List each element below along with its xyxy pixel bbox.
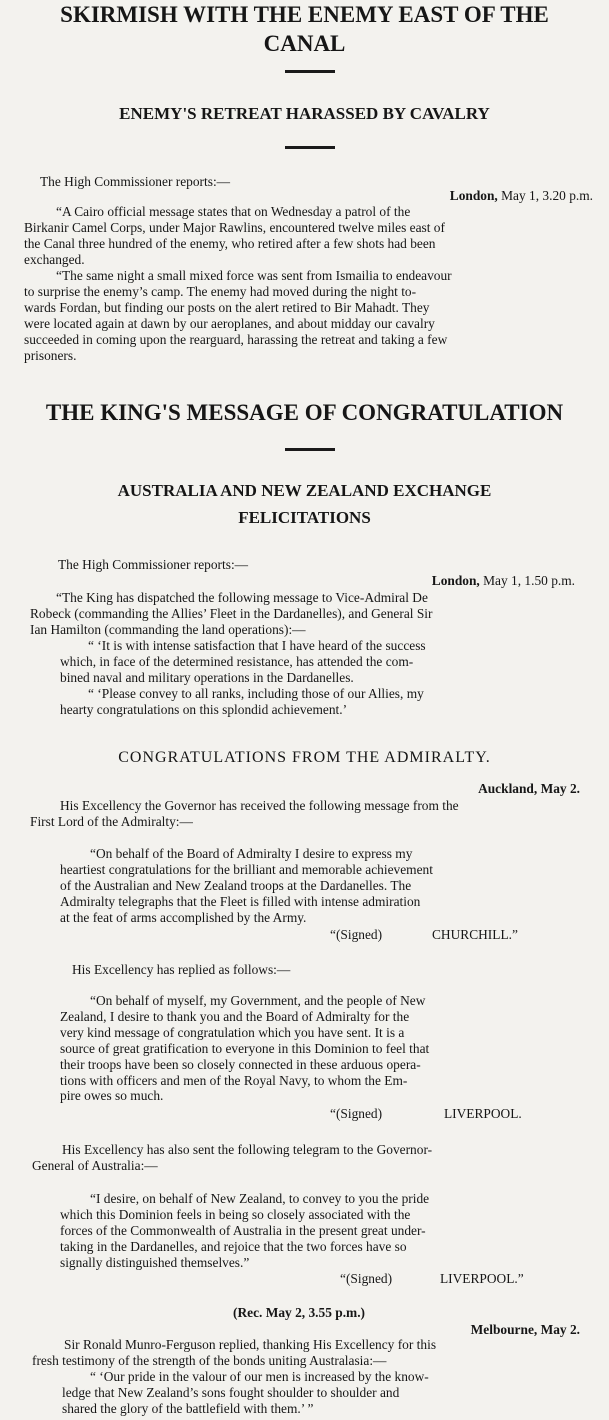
text-line: Ian Hamilton (commanding the land operations):— bbox=[30, 621, 306, 637]
received-timestamp: (Rec. May 2, 3.55 p.m.) bbox=[233, 1305, 366, 1320]
text-line: very kind message of congratulation which you have sent. It is a bbox=[60, 1024, 405, 1040]
reply-intro: His Excellency has replied as follows:— bbox=[72, 962, 291, 977]
text-line: the Canal three hundred of the enemy, who retired after a few shots had been bbox=[24, 235, 436, 251]
divider-rule bbox=[285, 146, 335, 149]
text-line: signally distinguished themselves.” bbox=[60, 1254, 250, 1270]
text-line: their troops have been so closely connected in these arduous opera- bbox=[60, 1056, 421, 1072]
dateline-melbourne: Melbourne, May 2. bbox=[470, 1322, 580, 1337]
dateline-london-2 bbox=[300, 573, 575, 589]
subhead-retreat: ENEMY'S RETREAT HARASSED BY CAVALRY bbox=[119, 104, 490, 123]
text-line: forces of the Commonwealth of Australia in the present great under- bbox=[60, 1222, 426, 1238]
text-line: “The King has dispatched the following message to Vice-Admiral De bbox=[56, 590, 428, 605]
telegram-intro bbox=[32, 1142, 606, 1174]
dateline-auckland: Auckland, May 2. bbox=[478, 781, 580, 796]
heading-admiralty: CONGRATULATIONS FROM THE ADMIRALTY. bbox=[118, 749, 491, 766]
signature-signed: “(Signed) bbox=[330, 927, 383, 942]
text-line: of the Australian and New Zealand troops at the Dardanelles. The bbox=[60, 877, 412, 893]
text-line: fresh testimony of the strength of the bonds uniting Australasia:— bbox=[32, 1352, 387, 1368]
article1-paragraph-2 bbox=[24, 268, 604, 363]
intro-text: The High Commissioner reports:— bbox=[40, 174, 231, 189]
text-line: exchanged. bbox=[24, 251, 85, 267]
text-line: tions with officers and men of the Royal Navy, to whom the Em- bbox=[60, 1072, 408, 1088]
intro-high-commissioner-2 bbox=[58, 557, 578, 573]
text-line: Robeck (commanding the Allies’ Fleet in the Dardanelles), and General Sir bbox=[30, 605, 433, 621]
text-line: “I desire, on behalf of New Zealand, to convey to you the pride bbox=[90, 1191, 430, 1206]
article2-paragraph-3 bbox=[60, 686, 575, 718]
dateline-place: London, bbox=[449, 188, 498, 203]
text-line: Admiralty telegraphs that the Fleet is filled with intense admiration bbox=[60, 893, 421, 909]
text-line: wards Fordan, but finding our posts on the alert retired to Bir Mahadt. They bbox=[24, 299, 430, 315]
text-line: which, in face of the determined resistance, has attended the com- bbox=[60, 653, 414, 669]
text-line: “ ‘It is with intense satisfaction that I have heard of the success bbox=[88, 638, 426, 653]
text-line: His Excellency the Governor has received the following message from the bbox=[60, 798, 459, 813]
text-line: pire owes so much. bbox=[60, 1088, 164, 1104]
admiralty-message bbox=[60, 846, 580, 926]
dateline-london bbox=[300, 188, 593, 204]
text-line: source of great gratification to everyone in this Dominion to feel that bbox=[60, 1040, 430, 1056]
text-line: “ ‘Please convey to all ranks, including those of our Allies, my bbox=[88, 686, 424, 701]
signature-liverpool: LIVERPOOL.” bbox=[440, 1271, 524, 1286]
dateline-time: May 1, 3.20 p.m. bbox=[497, 188, 593, 203]
text-line: prisoners. bbox=[24, 347, 77, 363]
headline-kings-message: THE KING'S MESSAGE OF CONGRATULATION bbox=[45, 400, 564, 425]
text-line: at the feat of arms accomplished by the Army. bbox=[60, 909, 307, 925]
article1-paragraph-1 bbox=[24, 204, 604, 268]
text-line: General of Australia:— bbox=[32, 1157, 158, 1173]
text-line: His Excellency has also sent the following telegram to the Governor- bbox=[62, 1142, 433, 1157]
melbourne-reply bbox=[32, 1337, 608, 1369]
signature-churchill: CHURCHILL.” bbox=[432, 927, 518, 942]
text-line: shared the glory of the battlefield with them.’ ” bbox=[62, 1400, 314, 1416]
admiralty-intro bbox=[30, 798, 606, 830]
text-line: “The same night a small mixed force was sent from Ismailia to endeavour bbox=[56, 268, 452, 283]
text-line: Birkanir Camel Corps, under Major Rawlins, encountered twelve miles east of bbox=[24, 219, 445, 235]
text-line: taking in the Dardanelles, and rejoice that the two forces have so bbox=[60, 1238, 407, 1254]
melbourne-quote bbox=[62, 1369, 580, 1417]
text-line: “A Cairo official message states that on Wednesday a patrol of the bbox=[56, 204, 411, 219]
text-line: Sir Ronald Munro-Ferguson replied, thanking His Excellency for this bbox=[64, 1337, 437, 1352]
headline-skirmish-line1: SKIRMISH WITH THE ENEMY EAST OF THE bbox=[60, 2, 549, 27]
dateline-time: May 1, 1.50 p.m. bbox=[479, 573, 575, 588]
intro-text: The High Commissioner reports:— bbox=[58, 557, 249, 572]
signature-signed: “(Signed) bbox=[330, 1106, 383, 1121]
text-line: Zealand, I desire to thank you and the Board of Admiralty for the bbox=[60, 1008, 410, 1024]
subhead-exchange-line2: FELICITATIONS bbox=[238, 508, 371, 527]
text-line: hearty congratulations on this splondid achievement.’ bbox=[60, 701, 348, 717]
reply-message bbox=[60, 993, 580, 1104]
text-line: heartiest congratulations for the brilliant and memorable achievement bbox=[60, 861, 433, 877]
article2-paragraph-1 bbox=[30, 590, 595, 638]
signature-signed: “(Signed) bbox=[340, 1271, 393, 1286]
text-line: “ ‘Our pride in the valour of our men is increased by the know- bbox=[90, 1369, 429, 1384]
text-line: to surprise the enemy’s camp. The enemy had moved during the night to- bbox=[24, 283, 417, 299]
signature-liverpool: LIVERPOOL. bbox=[444, 1106, 522, 1121]
dateline-place: London, bbox=[431, 573, 480, 588]
text-line: “On behalf of the Board of Admiralty I desire to express my bbox=[90, 846, 413, 861]
text-line: ledge that New Zealand’s sons fought shoulder to shoulder and bbox=[62, 1384, 400, 1400]
article2-paragraph-2 bbox=[60, 638, 575, 686]
divider-rule bbox=[285, 70, 335, 73]
telegram-message bbox=[60, 1191, 580, 1271]
headline-skirmish-line2: CANAL bbox=[263, 31, 346, 56]
text-line: succeeded in coming upon the rearguard, harassing the retreat and taking a few bbox=[24, 331, 448, 347]
subhead-exchange-line1: AUSTRALIA AND NEW ZEALAND EXCHANGE bbox=[117, 481, 492, 500]
text-line: “On behalf of myself, my Government, and the people of New bbox=[90, 993, 426, 1008]
divider-rule bbox=[285, 448, 335, 451]
text-line: were located again at dawn by our aeroplanes, and about midday our cavalry bbox=[24, 315, 435, 331]
text-line: which this Dominion feels in being so closely associated with the bbox=[60, 1206, 411, 1222]
text-line: bined naval and military operations in the Dardanelles. bbox=[60, 669, 354, 685]
text-line: First Lord of the Admiralty:— bbox=[30, 813, 193, 829]
